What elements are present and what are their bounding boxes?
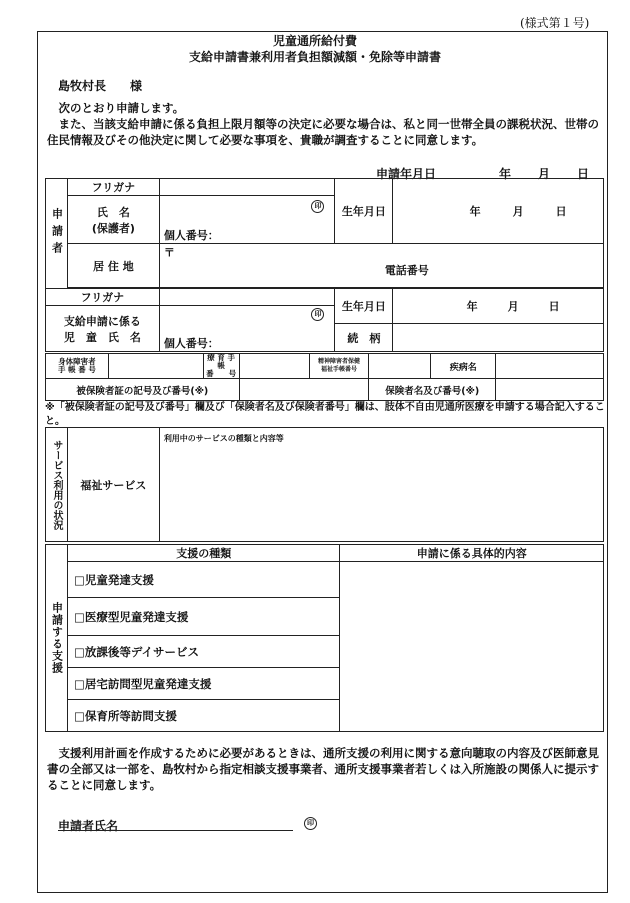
handbook-table (45, 353, 604, 401)
applicant-table (45, 178, 604, 352)
consent-text: 支援利用計画を作成するために必要があるときは、通所支援の利用に関する意向聴取の内容及び医師意見書の全部又は一部を、島牧村から指定相談支援事業者、通所支援事業者若しくは入所施設の関係人に提示することに同意します。 (47, 746, 599, 792)
support-option-child-development[interactable]: □児童発達支援 (67, 562, 340, 598)
support-option-after-school-day-service[interactable]: □放課後等デイサービス (67, 636, 340, 668)
applicant-furigana-label: フリガナ (67, 179, 159, 196)
intro-line2: また、当該支給申請に係る負担上限月額等の決定に必要な場合は、私と同一世帯全員の課税状況、世帯の住民情報及びその他決定に関して必要な事項を、貴職が調査することに同意します。 (47, 117, 599, 147)
support-table (45, 544, 604, 732)
form-title-line2: 支給申請書兼利用者負担額減額・免除等申請書 (188, 50, 441, 64)
applicant-individual-number: 個人番号： (163, 229, 219, 242)
support-option-nursery-visit-support[interactable]: □保育所等訪問支援 (67, 700, 340, 732)
intro-line1: 次のとおり申請します。 (58, 101, 185, 115)
service-usage-table (45, 427, 604, 542)
usage-content-field[interactable] (159, 428, 603, 542)
support-type-header: 支援の種類 (67, 545, 340, 562)
seal-icon: 印 (311, 200, 324, 213)
usage-content-label: 利用中のサービスの種類と内容等 (163, 434, 284, 443)
rehab-handbook-field[interactable] (239, 354, 309, 379)
day-label: 日 (577, 167, 590, 181)
welfare-service-label: 福祉サービス (67, 428, 159, 542)
applicant-address-label: 居 住 地 (67, 244, 159, 288)
insured-field[interactable] (239, 379, 369, 401)
footnote: ※「被保険者証の記号及び番号」欄及び「保険者名及び保険者番号」欄は、肢体不自由児通所医療を申請する場合記入すること。 (45, 402, 605, 427)
support-detail-header: 申請に係る具体的内容 (340, 545, 604, 562)
child-name-field[interactable] (159, 306, 335, 352)
addressee: 島牧村長 様 (58, 79, 143, 93)
signature-field[interactable] (58, 830, 293, 831)
support-option-medical-child-development[interactable]: □医療型児童発達支援 (67, 598, 340, 636)
disease-label: 疾病名 (431, 354, 496, 379)
relationship-field[interactable] (393, 324, 604, 352)
applicant-birthdate-label: 生年月日 (335, 179, 393, 244)
application-date-label: 申請年月日 (376, 167, 437, 181)
child-furigana-field[interactable] (159, 289, 335, 306)
applicant-name-field[interactable] (159, 196, 335, 244)
year-label: 年 (499, 167, 512, 181)
month-label: 月 (538, 167, 551, 181)
insurer-field[interactable] (496, 379, 604, 401)
applicant-name-label: 氏 名 (保護者) (67, 196, 159, 244)
applicant-section-label: 申請者 (46, 179, 68, 289)
mental-handbook-label: 精神障害者保健 福祉手帳番号 (309, 354, 369, 379)
insurer-label: 保険者名及び番号(※) (369, 379, 496, 401)
child-name-label: 支給申請に係る 児 童 氏 名 (46, 306, 160, 352)
support-option-home-visit-child-development[interactable]: □居宅訪問型児童発達支援 (67, 668, 340, 700)
rehab-handbook-label: 療 育 手 帳 番 号 (203, 354, 239, 379)
applicant-address-field[interactable] (159, 244, 603, 288)
applicant-birthdate-field[interactable]: 年 月 日 (393, 179, 604, 244)
postal-mark: 〒 (163, 246, 175, 259)
child-birthdate-field[interactable]: 年 月 日 (393, 289, 604, 324)
physical-handbook-field[interactable] (108, 354, 203, 379)
seal-icon: 印 (311, 308, 324, 321)
intro-text (47, 100, 602, 148)
insured-label: 被保険者証の記号及び番号(※) (46, 379, 240, 401)
form-title-line1: 児童通所給付費 (272, 34, 357, 48)
signature-label: 申請者氏名 (58, 819, 119, 833)
child-birthdate-label: 生年月日 (335, 289, 393, 324)
form-number: (様式第１号) (520, 16, 590, 30)
child-furigana-label: フリガナ (46, 289, 160, 306)
disease-field[interactable] (496, 354, 604, 379)
physical-handbook-label: 身体障害者 手 帳 番 号 (46, 354, 109, 379)
applicant-furigana-field[interactable] (159, 179, 335, 196)
support-section-label: 申請する支援 (46, 545, 68, 732)
phone-label: 電話番号 (384, 264, 429, 277)
support-detail-field[interactable] (340, 562, 604, 732)
relationship-label: 続 柄 (335, 324, 393, 352)
usage-section-label: サービス利用の状況 (46, 428, 68, 542)
mental-handbook-field[interactable] (369, 354, 431, 379)
child-individual-number: 個人番号： (163, 337, 219, 350)
signature-seal-icon: 印 (304, 817, 317, 830)
